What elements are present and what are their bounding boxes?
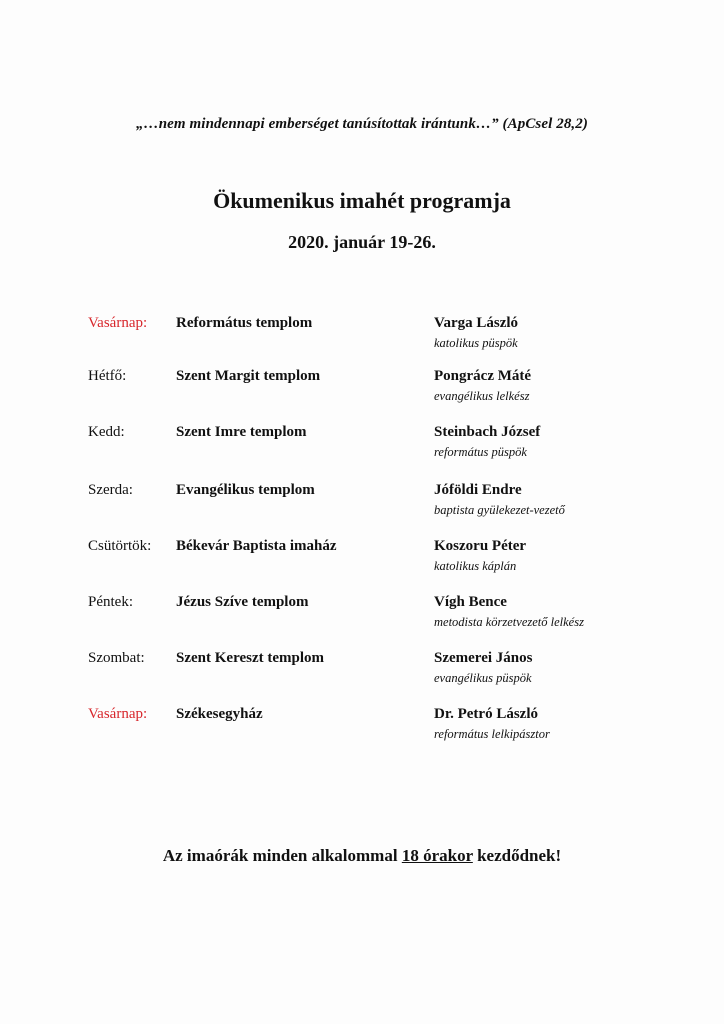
schedule-speaker: Koszoru Péter [434, 538, 527, 554]
schedule-row [0, 368, 724, 412]
schedule-speaker-role: református lelkipásztor [434, 727, 550, 741]
schedule-day: Vasárnap: [88, 315, 148, 331]
schedule-day: Csütörtök: [88, 538, 152, 554]
schedule-speaker: Jóföldi Endre [434, 482, 522, 498]
schedule-day: Kedd: [88, 424, 125, 440]
schedule-place: Székesegyház [176, 706, 263, 722]
schedule-day: Vasárnap: [88, 706, 148, 722]
schedule-speaker: Szemerei János [434, 650, 533, 666]
schedule-place: Békevár Baptista imaház [176, 538, 337, 554]
schedule-speaker-role: református püspök [434, 445, 527, 459]
schedule-place: Evangélikus templom [176, 482, 315, 498]
schedule-day: Szombat: [88, 650, 145, 666]
bible-quote: „…nem mindennapi emberséget tanúsítottak irántunk…” (ApCsel 28,2) [136, 116, 588, 132]
notice-text-end: kezdődnek! [472, 846, 562, 865]
schedule-speaker: Pongrácz Máté [434, 368, 532, 384]
schedule-place: Jézus Szíve templom [176, 594, 309, 610]
schedule-row [0, 706, 724, 750]
schedule-row [0, 594, 724, 638]
schedule-place: Szent Kereszt templom [176, 650, 325, 666]
schedule-speaker-role: katolikus püspök [434, 336, 518, 350]
schedule-speaker: Dr. Petró László [434, 706, 539, 722]
schedule-place: Református templom [176, 315, 313, 331]
schedule-speaker-role: evangélikus lelkész [434, 389, 530, 403]
schedule-day: Hétfő: [88, 368, 127, 384]
schedule-row [0, 482, 724, 526]
schedule-speaker-role: katolikus káplán [434, 559, 517, 573]
schedule-place: Szent Imre templom [176, 424, 307, 440]
schedule-day: Péntek: [88, 594, 133, 610]
schedule-speaker: Steinbach József [434, 424, 541, 440]
schedule-speaker-role: baptista gyülekezet-vezető [434, 503, 565, 517]
schedule-row [0, 315, 724, 359]
schedule-day: Szerda: [88, 482, 133, 498]
start-time-notice [0, 846, 724, 866]
schedule-speaker: Varga László [434, 315, 519, 331]
schedule-speaker-role: metodista körzetvezető lelkész [434, 615, 584, 629]
schedule-speaker-role: evangélikus püspök [434, 671, 532, 685]
schedule-place: Szent Margit templom [176, 368, 321, 384]
page-title: Ökumenikus imahét programja [213, 188, 511, 213]
schedule-row [0, 650, 724, 694]
schedule-row [0, 424, 724, 468]
event-dates: 2020. január 19-26. [288, 232, 436, 252]
schedule-row [0, 538, 724, 582]
notice-text-start: Az imaórák minden alkalommal [162, 846, 402, 865]
schedule-speaker: Vígh Bence [434, 594, 507, 610]
notice-time-emphasis: 18 órakor [401, 846, 473, 865]
